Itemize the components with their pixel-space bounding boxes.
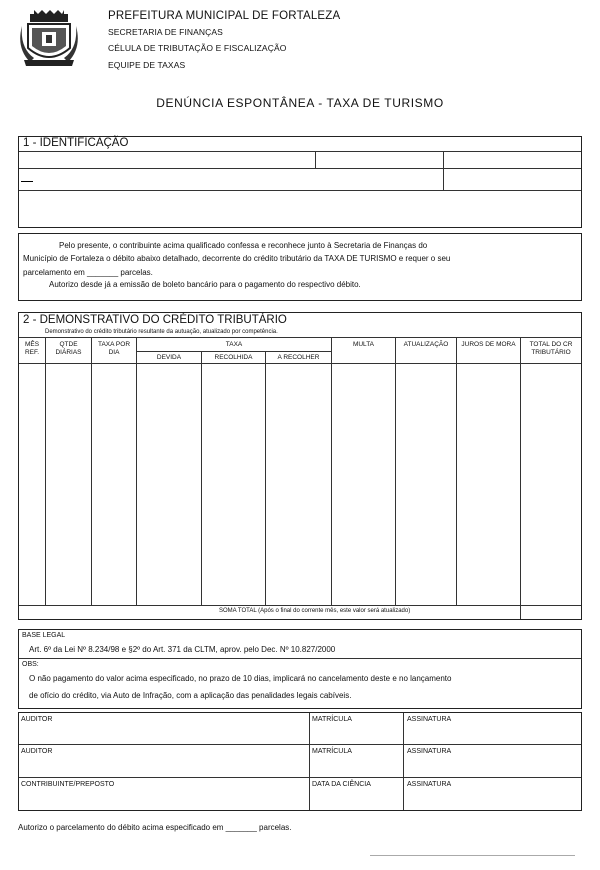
- declaration-line-2: Município de Fortaleza o débito abaixo detalhado, decorrente do crédito tributário da TAXA DE TURISMO e requer o seu: [23, 254, 451, 263]
- col-mes-ref: MÊS REF.: [24, 341, 40, 356]
- col-a-recolher: A RECOLHER: [277, 354, 320, 361]
- col-recolhida: RECOLHIDA: [214, 354, 253, 361]
- declaration-box: [18, 233, 582, 301]
- dept-celula: CÉLULA DE TRIBUTAÇÃO E FISCALIZAÇÃO: [108, 43, 287, 53]
- col-taxa-por-dia: TAXA POR DIA: [97, 341, 131, 356]
- base-legal-text: Art. 6º da Lei Nº 8.234/98 e §2º do Art. 371 da CLTM, aprov. pelo Dec. Nº 10.827/2000: [29, 645, 336, 654]
- auditor-2-label: AUDITOR: [21, 748, 53, 755]
- assinatura-1-label: ASSINATURA: [407, 716, 452, 723]
- assinatura-2-label: ASSINATURA: [407, 748, 452, 755]
- document-title: DENÚNCIA ESPONTÂNEA - TAXA DE TURISMO: [156, 96, 444, 110]
- section2-title: 2 - DEMONSTRATIVO DO CRÉDITO TRIBUTÁRIO: [23, 314, 287, 326]
- declaration-line-3: parcelamento em _______ parcelas.: [23, 268, 153, 277]
- assinatura-3-label: ASSINATURA: [407, 781, 452, 788]
- declaration-line-4: Autorizo desde já a emissão de boleto bancário para o pagamento do respectivo débito.: [49, 280, 361, 289]
- dept-secretaria: SECRETARIA DE FINANÇAS: [108, 27, 223, 37]
- matricula-2-label: MATRÍCULA: [312, 748, 352, 755]
- col-total-credito: TOTAL DO CR TRIBUTÁRIO: [529, 341, 573, 356]
- signatures-box: [18, 712, 582, 811]
- obs-line-2: de ofício do crédito, via Auto de Infração, com a aplicação das penalidades legais cabíveis.: [29, 691, 352, 700]
- col-qtde-diarias: QTDE DIÁRIAS: [55, 341, 82, 356]
- data-ciencia-label: DATA DA CIÊNCIA: [312, 781, 371, 788]
- demonstrativo-box: [18, 312, 582, 620]
- base-legal-label: BASE LEGAL: [22, 632, 66, 639]
- dept-equipe: EQUIPE DE TAXAS: [108, 60, 186, 70]
- section2-subtitle: Demonstrativo do crédito tributário resultante da autuação, atualizado por competência.: [45, 329, 278, 335]
- auditor-1-label: AUDITOR: [21, 716, 53, 723]
- obs-label: OBS:: [22, 661, 39, 668]
- signature-line: [370, 855, 575, 856]
- contribuinte-label: CONTRIBUINTE/PREPOSTO: [21, 781, 115, 788]
- col-devida: DEVIDA: [156, 354, 182, 361]
- soma-total-label: SOMA TOTAL (Após o final do corrente mês, este valor será atualizado): [219, 608, 411, 614]
- matricula-1-label: MATRÍCULA: [312, 716, 352, 723]
- section1-title: 1 - IDENTIFICAÇÃO: [23, 137, 129, 149]
- autorizo-parcelamento: Autorizo o parcelamento do débito acima especificado em _______ parcelas.: [18, 823, 292, 832]
- identification-box: [18, 136, 582, 228]
- col-atualizacao: ATUALIZAÇÃO: [403, 341, 449, 348]
- col-multa: MULTA: [352, 341, 375, 348]
- org-name: PREFEITURA MUNICIPAL DE FORTALEZA: [108, 10, 341, 22]
- col-taxa: TAXA: [225, 341, 243, 348]
- col-juros-de-mora: JUROS DE MORA: [461, 341, 516, 348]
- coat-of-arms-logo: [20, 8, 78, 70]
- obs-line-1: O não pagamento do valor acima especificado, no prazo de 10 dias, implicará no cancelamento deste e no lançamento: [29, 674, 452, 683]
- declaration-line-1: Pelo presente, o contribuinte acima qualificado confessa e reconhece junto à Secretaria de Finanças do: [59, 241, 428, 250]
- base-legal-box: [18, 629, 582, 709]
